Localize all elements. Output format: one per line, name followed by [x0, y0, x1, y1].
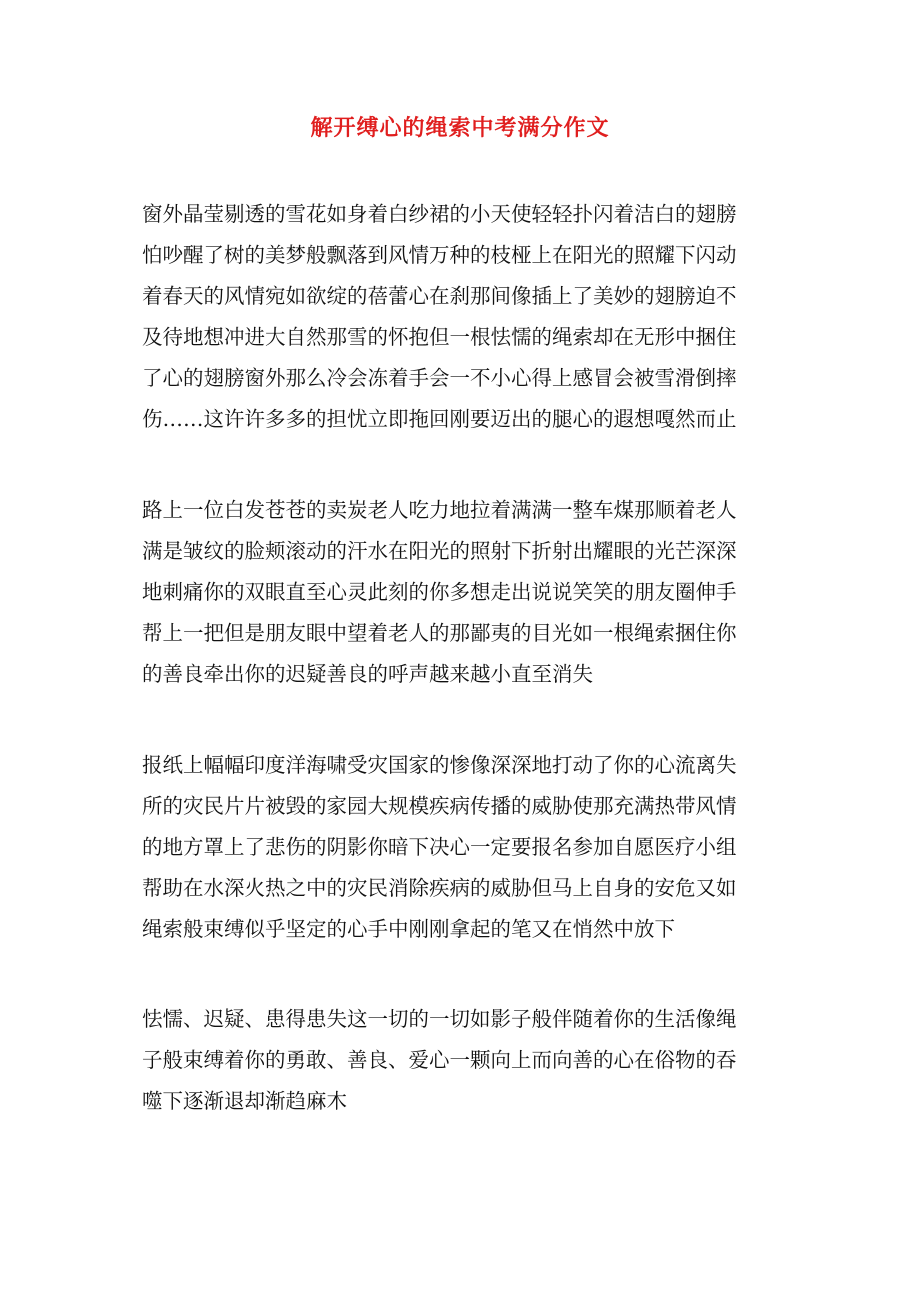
- text-line: 帮上一把但是朋友眼中望着老人的那鄙夷的目光如一根绳索捆住你: [142, 621, 737, 645]
- text-line: 伤……这许许多多的担忧立即拖回刚要迈出的腿心的遐想嘎然而止: [142, 407, 737, 431]
- text-line: 帮助在水深火热之中的灾民消除疾病的威胁但马上自身的安危又如: [142, 876, 737, 900]
- text-line: 着春天的风情宛如欲绽的蓓蕾心在刹那间像插上了美妙的翅膀迫不: [142, 284, 737, 308]
- text-line: 了心的翅膀窗外那么冷会冻着手会一不小心得上感冒会被雪滑倒摔: [142, 366, 737, 390]
- text-line: 及待地想冲进大自然那雪的怀抱但一根怯懦的绳索却在无形中捆住: [142, 325, 737, 349]
- document-title: 解开缚心的绳索中考满分作文: [310, 115, 610, 141]
- text-line: 地刺痛你的双眼直至心灵此刻的你多想走出说说笑笑的朋友圈伸手: [142, 580, 737, 604]
- text-line: 路上一位白发苍苍的卖炭老人吃力地拉着满满一整车煤那顺着老人: [142, 498, 737, 522]
- paragraph-1: [142, 194, 782, 440]
- paragraph-2: [142, 490, 782, 695]
- text-line: 报纸上幅幅印度洋海啸受灾国家的惨像深深地打动了你的心流离失: [142, 753, 737, 777]
- text-line: 满是皱纹的脸颊滚动的汗水在阳光的照射下折射出耀眼的光芒深深: [142, 539, 737, 563]
- text-line: 的善良牵出你的迟疑善良的呼声越来越小直至消失: [142, 662, 593, 686]
- text-line: 窗外晶莹剔透的雪花如身着白纱裙的小天使轻轻扑闪着洁白的翅膀: [142, 202, 737, 226]
- text-line: 所的灾民片片被毁的家园大规模疾病传播的威胁使那充满热带风情: [142, 794, 737, 818]
- paragraph-3: [142, 745, 782, 950]
- text-line: 怯懦、迟疑、患得患失这一切的一切如影子般伴随着你的生活像绳: [142, 1007, 737, 1031]
- text-line: 子般束缚着你的勇敢、善良、爱心一颗向上而向善的心在俗物的吞: [142, 1048, 737, 1072]
- paragraph-4: [142, 999, 782, 1122]
- text-line: 怕吵醒了树的美梦般飘落到风情万种的枝桠上在阳光的照耀下闪动: [142, 243, 737, 267]
- text-line: 的地方罩上了悲伤的阴影你暗下决心一定要报名参加自愿医疗小组: [142, 835, 737, 859]
- text-line: 噬下逐渐退却渐趋麻木: [142, 1089, 347, 1113]
- text-line: 绳索般束缚似乎坚定的心手中刚刚拿起的笔又在悄然中放下: [142, 917, 675, 941]
